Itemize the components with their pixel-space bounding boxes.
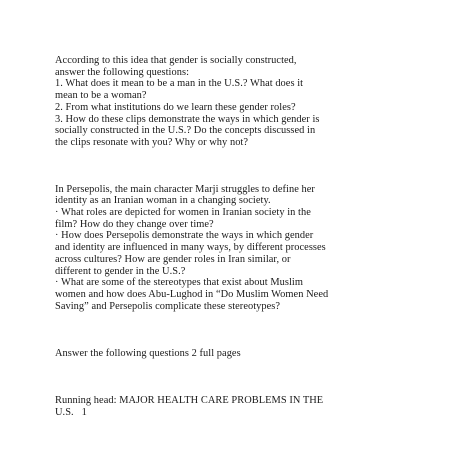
text-line: socially constructed in the U.S.? Do the concepts discussed in [55,125,316,137]
text-line: mean to be a woman? [55,90,147,102]
text-line: answer the following questions: [55,66,190,78]
paragraph-spacer [55,360,435,395]
text-line: 3. How do these clips demonstrate the ways in which gender is [55,113,320,125]
text-line: According to this idea that gender is socially constructed, [55,55,297,66]
text-line: different to gender in the U.S.? [55,265,186,277]
paragraph-spacer [55,312,435,348]
persepolis-paragraph [55,184,435,313]
text-line: 1. What does it mean to be a man in the U.S.? What does it [55,78,304,90]
running-head [55,395,435,418]
paragraph-spacer [55,149,435,184]
text-line: U.S. 1 [55,406,87,418]
bullet-line: · What roles are depicted for women in Iranian society in the [55,207,311,219]
document-page [55,55,435,418]
text-line: film? How do they change over time? [55,218,214,230]
text-line: and identity are influenced in many ways, by different processes [55,242,326,254]
text-line: the clips resonate with you? Why or why not? [55,136,249,148]
text-line: identity as an Iranian woman in a changing society. [55,195,271,207]
text-line: Saving” and Persepolis complicate these stereotypes? [55,300,281,312]
gender-questions-paragraph [55,55,435,149]
text-line: Answer the following questions 2 full pages [55,348,241,360]
text-line: Running head: MAJOR HEALTH CARE PROBLEMS IN THE [55,395,324,407]
text-line: 2. From what institutions do we learn these gender roles? [55,101,296,113]
text-line: women and how does Abu-Lughod in “Do Muslim Women Need [55,288,329,300]
instruction-paragraph [55,348,435,360]
text-line: across cultures? How are gender roles in Iran similar, or [55,253,291,265]
bullet-line: · What are some of the stereotypes that exist about Muslim [55,277,303,289]
text-line: In Persepolis, the main character Marji struggles to define her [55,183,315,195]
bullet-line: · How does Persepolis demonstrate the ways in which gender [55,230,314,242]
